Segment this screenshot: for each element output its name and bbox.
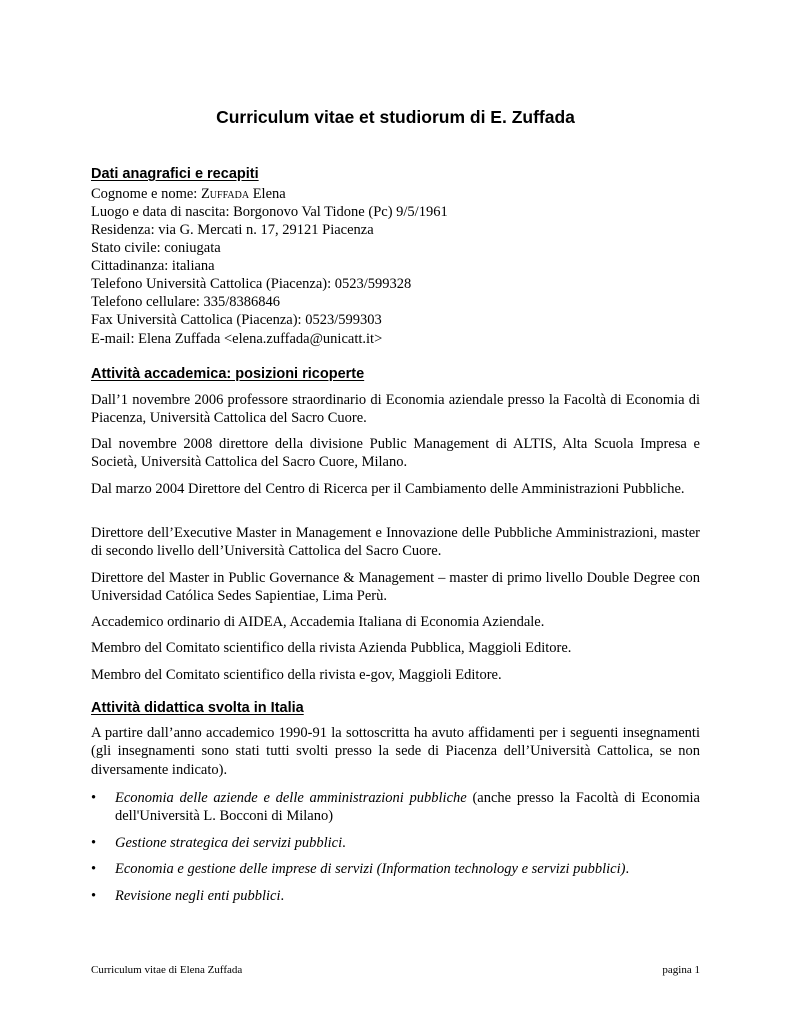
university-phone-line: Telefono Università Cattolica (Piacenza): 0523/599328 bbox=[91, 276, 412, 292]
section-heading-personal-data: Dati anagrafici e recapiti bbox=[91, 166, 259, 182]
bullet-text bbox=[115, 789, 700, 826]
course-title: Gestione strategica dei servizi pubblici bbox=[115, 835, 343, 851]
course-note: . bbox=[625, 861, 630, 877]
section-heading-academic-positions: Attività accademica: posizioni ricoperte bbox=[91, 366, 365, 382]
position-paragraph: Direttore dell’Executive Master in Management e Innovazione delle Pubbliche Amministrazioni, master di secondo livello dell’Università Cattolica del Sacro Cuore. bbox=[91, 525, 700, 560]
bullet-text bbox=[115, 834, 700, 852]
bullet-text bbox=[115, 887, 700, 905]
bullet-marker: • bbox=[91, 861, 97, 877]
course-note: . bbox=[280, 888, 285, 904]
name-surname: Zuffada bbox=[200, 186, 250, 202]
bullet-marker: • bbox=[91, 790, 97, 806]
civil-status-line: Stato civile: coniugata bbox=[91, 240, 221, 256]
name-line bbox=[91, 185, 286, 203]
email-line: E-mail: Elena Zuffada <elena.zuffada@unicatt.it> bbox=[91, 331, 383, 347]
bullet-marker: • bbox=[91, 888, 97, 904]
course-note: . bbox=[342, 835, 346, 851]
position-paragraph: Membro del Comitato scientifico della rivista Azienda Pubblica, Maggioli Editore. bbox=[91, 640, 572, 656]
name-label: Cognome e nome: bbox=[91, 186, 201, 202]
section-heading-teaching-italy: Attività didattica svolta in Italia bbox=[91, 700, 304, 716]
bullet-marker: • bbox=[91, 835, 97, 851]
course-title: Economia e gestione delle imprese di servizi (Information technology e servizi pubblici) bbox=[115, 861, 626, 877]
position-paragraph: Membro del Comitato scientifico della rivista e-gov, Maggioli Editore. bbox=[91, 667, 502, 683]
teaching-bullet-item bbox=[91, 834, 700, 852]
fax-line: Fax Università Cattolica (Piacenza): 0523/599303 bbox=[91, 312, 382, 328]
position-paragraph: Dal marzo 2004 Direttore del Centro di Ricerca per il Cambiamento delle Amministrazioni Pubbliche. bbox=[91, 481, 685, 497]
course-title: Revisione negli enti pubblici bbox=[115, 888, 281, 904]
teaching-bullet-item bbox=[91, 860, 700, 878]
position-paragraph: Accademico ordinario di AIDEA, Accademia Italiana di Economia Aziendale. bbox=[91, 614, 545, 630]
teaching-bullet-item bbox=[91, 789, 700, 826]
footer-left-text: Curriculum vitae di Elena Zuffada bbox=[91, 964, 243, 976]
name-first: Elena bbox=[249, 186, 286, 202]
teaching-intro-paragraph: A partire dall’anno accademico 1990-91 la sottoscritta ha avuto affidamenti per i seguenti insegnamenti (gli insegnamenti sono stati tutti svolti presso la sede di Piacenza dell’Università Cattolica, se non diversamente indicato). bbox=[91, 725, 700, 778]
citizenship-line: Cittadinanza: italiana bbox=[91, 258, 215, 274]
position-paragraph: Dall’1 novembre 2006 professore straordinario di Economia aziendale presso la Facoltà di Economia di Piacenza, Università Cattolica del Sacro Cuore. bbox=[91, 392, 700, 427]
bullet-text bbox=[115, 860, 700, 878]
course-title: Economia delle aziende e delle amministrazioni pubbliche bbox=[115, 790, 467, 806]
position-paragraph: Direttore del Master in Public Governance & Management – master di primo livello Double Degree con Universidad Católica Sedes Sapientiae, Lima Perù. bbox=[91, 570, 700, 605]
document-title: Curriculum vitae et studiorum di E. Zuffada bbox=[216, 107, 575, 127]
course-note: (anche presso la Facoltà di Economia dell'Università L. Bocconi di Milano) bbox=[115, 790, 700, 825]
position-paragraph: Dal novembre 2008 direttore della divisione Public Management di ALTIS, Alta Scuola Impresa e Società, Università Cattolica del Sacro Cuore, Milano. bbox=[91, 436, 700, 471]
footer-page-number: pagina 1 bbox=[662, 964, 700, 976]
teaching-bullet-item bbox=[91, 887, 700, 905]
residence-line: Residenza: via G. Mercati n. 17, 29121 Piacenza bbox=[91, 222, 374, 238]
mobile-phone-line: Telefono cellulare: 335/8386846 bbox=[91, 294, 281, 310]
birth-line: Luogo e data di nascita: Borgonovo Val Tidone (Pc) 9/5/1961 bbox=[91, 204, 448, 220]
